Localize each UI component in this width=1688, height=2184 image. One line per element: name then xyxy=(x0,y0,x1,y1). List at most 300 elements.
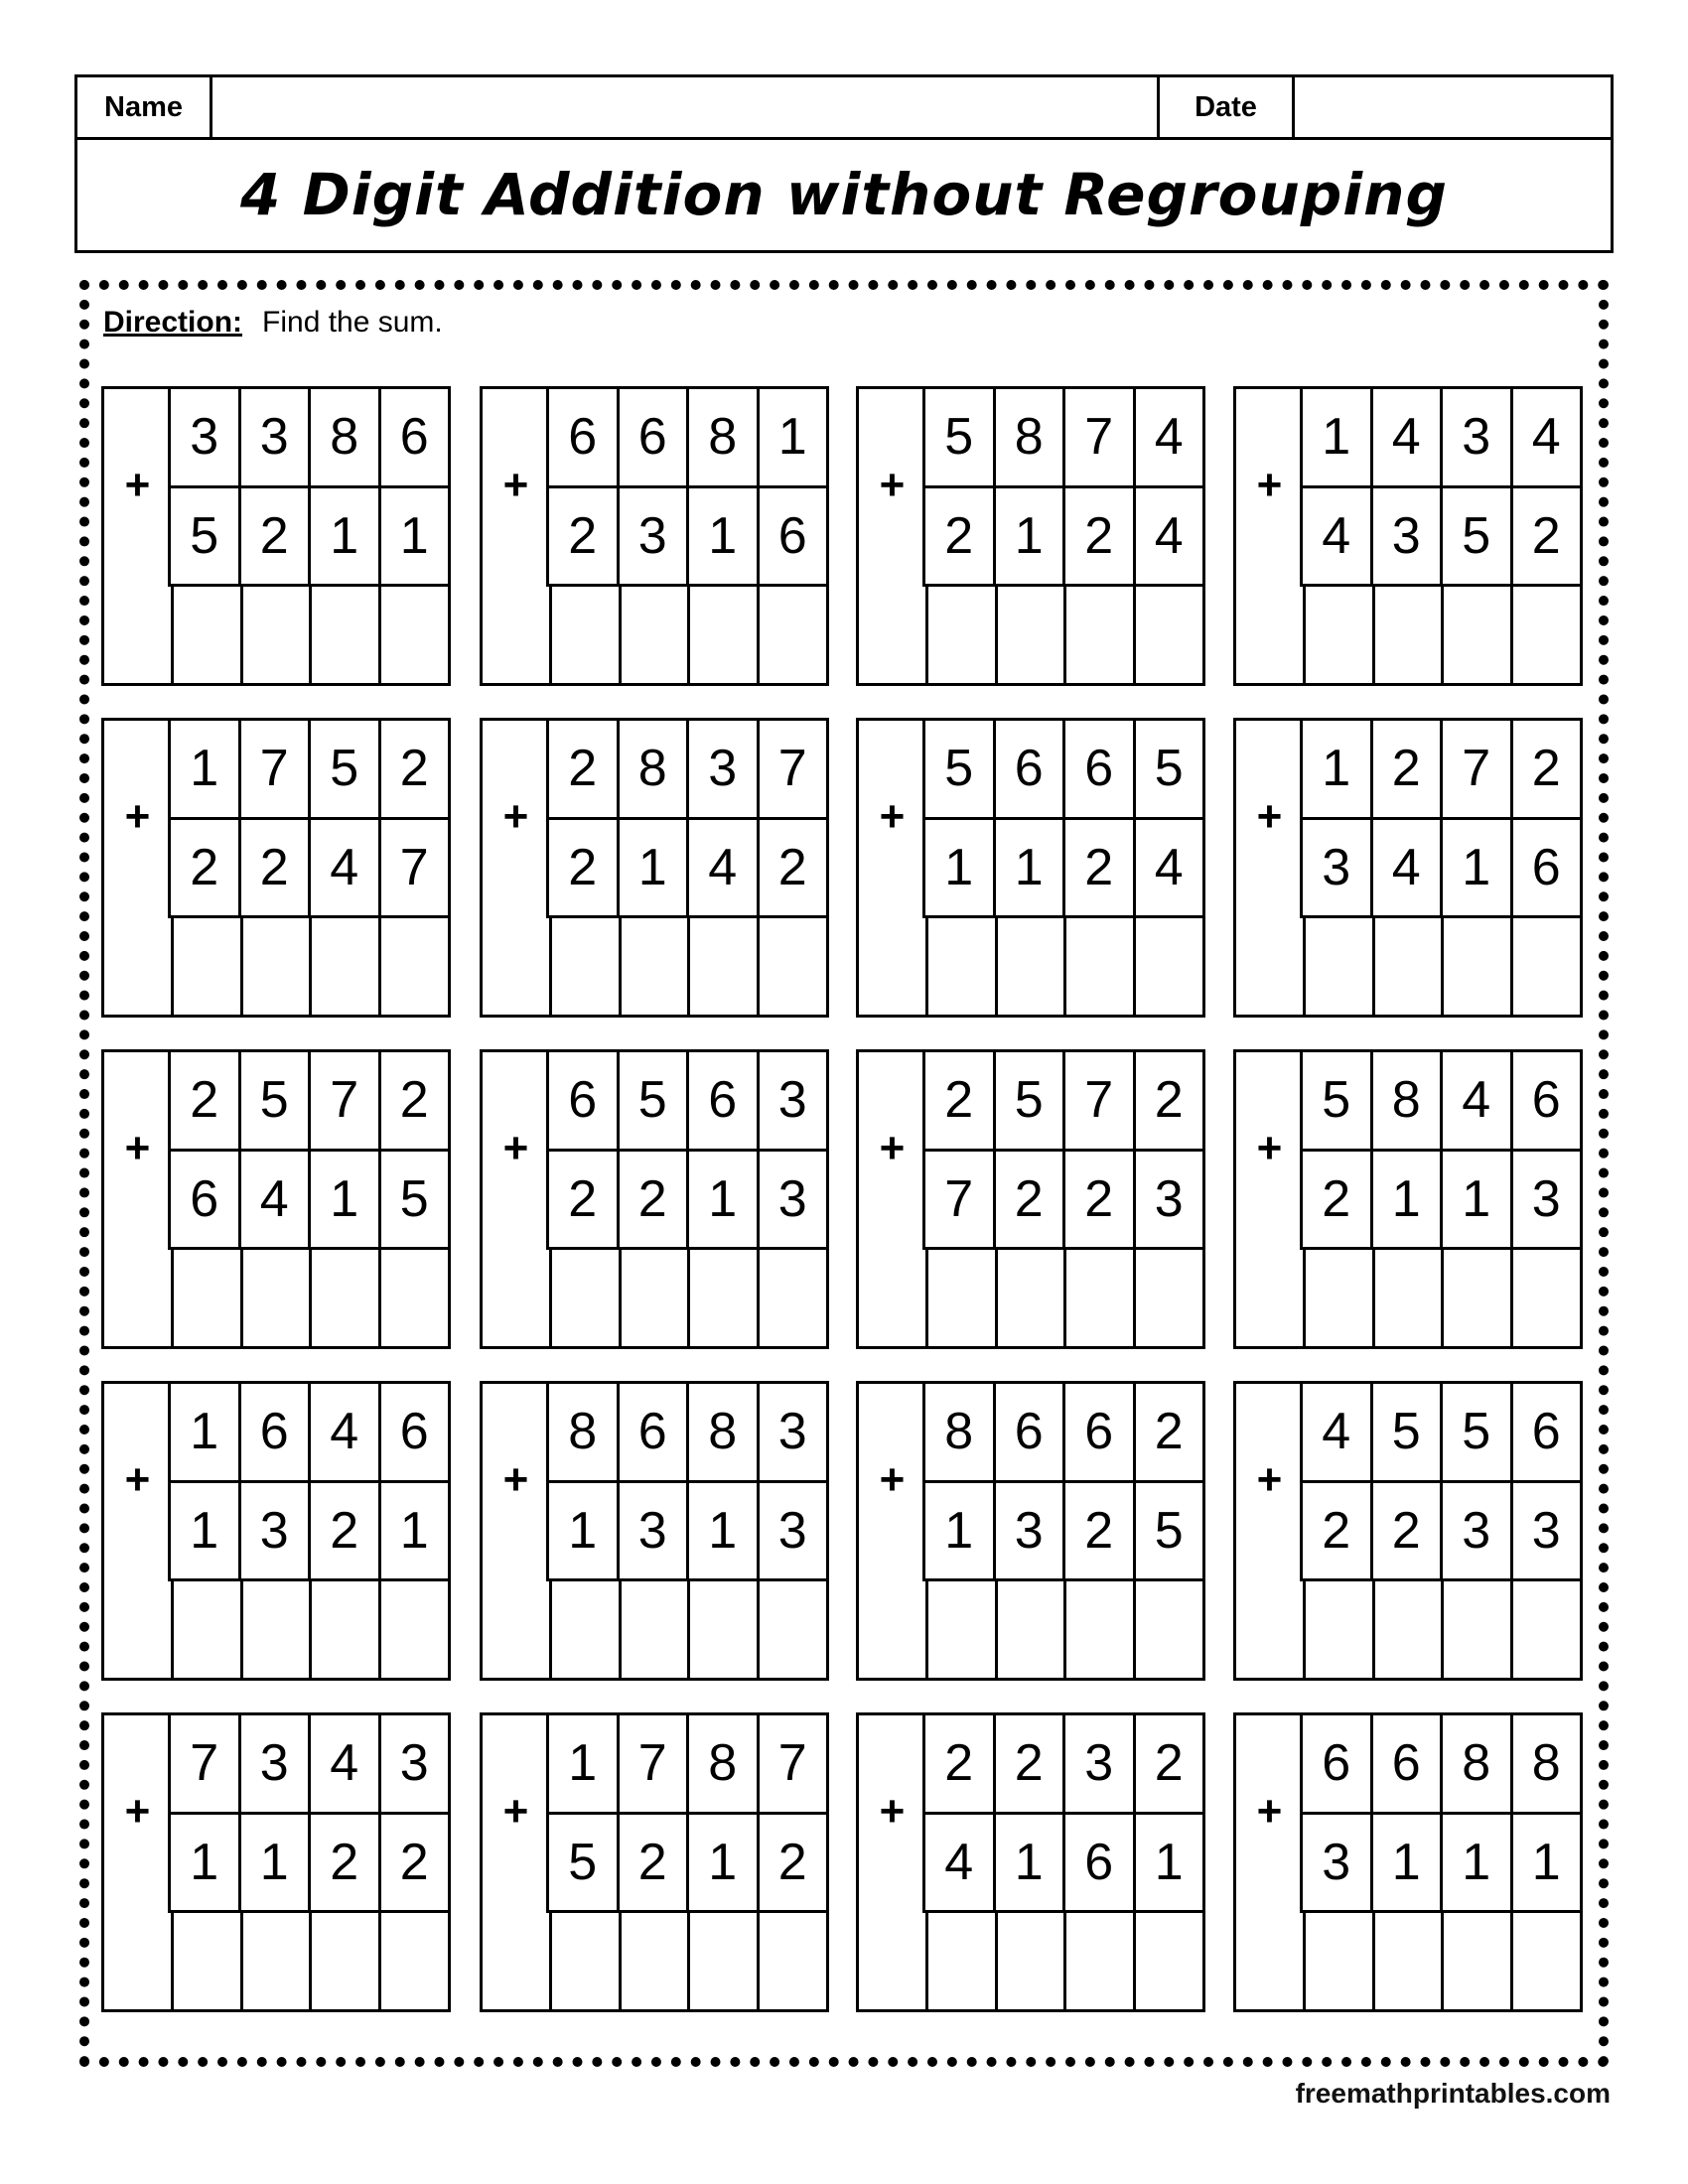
answer-cell[interactable] xyxy=(760,1913,826,2009)
answer-cell[interactable] xyxy=(760,587,826,683)
answer-cell[interactable] xyxy=(1236,587,1306,683)
digit-cell: 1 xyxy=(171,1384,241,1480)
problem-18 xyxy=(480,1712,829,2012)
answer-cell[interactable] xyxy=(1306,587,1375,683)
digit-cell: 2 xyxy=(311,1815,381,1910)
answer-cell[interactable] xyxy=(483,1581,552,1678)
digit-cell: 2 xyxy=(399,1834,429,1891)
plus-sign: + xyxy=(879,792,906,841)
digit-cell: 2 xyxy=(1065,820,1136,915)
answer-cell[interactable] xyxy=(1066,587,1136,683)
answer-cell[interactable] xyxy=(998,587,1067,683)
operator-cell xyxy=(859,721,925,918)
digit-cell: 8 xyxy=(549,1384,620,1480)
digit-cell: 5 xyxy=(1373,1384,1444,1480)
answer-cell[interactable] xyxy=(690,1581,760,1678)
digit-cell: 5 xyxy=(1443,488,1513,584)
digit-cell: 1 xyxy=(399,1502,429,1560)
answer-cell[interactable] xyxy=(690,918,760,1015)
answer-cell[interactable] xyxy=(1375,1913,1445,2009)
digit-cell: 6 xyxy=(996,721,1066,817)
operator-cell xyxy=(1236,1384,1303,1581)
digit-cell: 6 xyxy=(1303,1715,1373,1812)
answer-cell[interactable] xyxy=(690,1250,760,1346)
digit-cell: 8 xyxy=(311,389,381,485)
answer-cell[interactable] xyxy=(1236,1913,1306,2009)
answer-cell[interactable] xyxy=(243,918,313,1015)
answer-cell[interactable] xyxy=(622,587,691,683)
answer-cell[interactable] xyxy=(1306,1913,1375,2009)
answer-cell[interactable] xyxy=(174,1913,243,2009)
digit-cell: 2 xyxy=(1154,1403,1184,1460)
plus-sign: + xyxy=(1256,461,1283,509)
operator-cell xyxy=(1236,1715,1303,1913)
answer-cell[interactable] xyxy=(1066,918,1136,1015)
operator-cell xyxy=(104,1384,171,1581)
digit-cell: 5 xyxy=(311,721,381,817)
answer-cell[interactable] xyxy=(243,1913,313,2009)
digit-cell: 4 xyxy=(1154,507,1184,565)
answer-cell[interactable] xyxy=(1236,1581,1306,1678)
digit-cell: 4 xyxy=(925,1815,996,1910)
answer-cell[interactable] xyxy=(1236,1250,1306,1346)
digit-cell: 4 xyxy=(1154,839,1184,896)
worksheet-title: 4 Digit Addition without Regrouping xyxy=(240,161,1448,228)
digit-cell: 3 xyxy=(777,1403,807,1460)
digit-cell: 1 xyxy=(996,488,1066,584)
digit-cell: 3 xyxy=(1303,820,1373,915)
digit-cell: 6 xyxy=(1531,1071,1561,1129)
plus-sign: + xyxy=(1256,792,1283,841)
digit-cell: 6 xyxy=(689,1052,760,1149)
answer-cell[interactable] xyxy=(1375,1581,1445,1678)
answer-cell[interactable] xyxy=(928,1250,998,1346)
name-date-row xyxy=(77,77,1611,140)
plus-sign: + xyxy=(502,1124,529,1172)
digit-cell: 5 xyxy=(620,1052,690,1149)
digit-cell: 6 xyxy=(1531,839,1561,896)
addend-bottom xyxy=(1303,1815,1580,1913)
answer-row xyxy=(1236,918,1580,1015)
answer-cell[interactable] xyxy=(552,918,622,1015)
answer-cell[interactable] xyxy=(1136,1250,1202,1346)
addend-top xyxy=(549,1052,826,1152)
digit-cell: 1 xyxy=(171,1815,241,1910)
operator-cell xyxy=(859,1384,925,1581)
answer-cell[interactable] xyxy=(483,1913,552,2009)
digit-cell: 2 xyxy=(1531,507,1561,565)
answer-cell[interactable] xyxy=(859,587,928,683)
digit-cell: 5 xyxy=(1303,1052,1373,1149)
answer-cell[interactable] xyxy=(312,1581,381,1678)
plus-sign: + xyxy=(124,1124,151,1172)
answer-cell[interactable] xyxy=(1066,1581,1136,1678)
answer-cell[interactable] xyxy=(928,1913,998,2009)
answer-cell[interactable] xyxy=(998,1581,1067,1678)
digit-cell: 4 xyxy=(1154,408,1184,466)
digit-cell: 6 xyxy=(996,1384,1066,1480)
digit-cell: 1 xyxy=(996,1815,1066,1910)
digit-cell: 1 xyxy=(689,1483,760,1578)
addend-top xyxy=(549,721,826,820)
answer-cell[interactable] xyxy=(483,918,552,1015)
addend-top xyxy=(925,1052,1202,1152)
problem-1 xyxy=(101,386,451,686)
answer-cell[interactable] xyxy=(104,918,174,1015)
digit-cell: 3 xyxy=(241,1715,312,1812)
digit-cell: 2 xyxy=(925,1052,996,1149)
digit-cell: 6 xyxy=(399,408,429,466)
problem-8 xyxy=(1233,718,1583,1018)
problem-12 xyxy=(1233,1049,1583,1349)
plus-sign: + xyxy=(879,461,906,509)
digit-cell: 2 xyxy=(549,820,620,915)
answer-row xyxy=(104,587,448,683)
digit-cell: 6 xyxy=(1065,721,1136,817)
operator-cell xyxy=(1236,389,1303,587)
operator-cell xyxy=(483,1715,549,1913)
answer-cell[interactable] xyxy=(998,1913,1067,2009)
answer-cell[interactable] xyxy=(483,587,552,683)
operator-cell xyxy=(859,1052,925,1250)
digit-cell: 2 xyxy=(777,839,807,896)
digit-cell: 2 xyxy=(620,1152,690,1247)
answer-cell[interactable] xyxy=(928,587,998,683)
digit-cell: 7 xyxy=(399,839,429,896)
digit-cell: 1 xyxy=(925,820,996,915)
answer-cell[interactable] xyxy=(174,1581,243,1678)
answer-cell[interactable] xyxy=(760,1250,826,1346)
digit-cell: 2 xyxy=(241,488,312,584)
digit-cell: 1 xyxy=(777,408,807,466)
operator-cell xyxy=(859,389,925,587)
problem-10 xyxy=(480,1049,829,1349)
operator-cell xyxy=(483,1384,549,1581)
digit-cell: 1 xyxy=(399,507,429,565)
answer-cell[interactable] xyxy=(859,1581,928,1678)
answer-cell[interactable] xyxy=(1444,918,1513,1015)
date-label: Date xyxy=(1160,77,1295,137)
answer-cell[interactable] xyxy=(381,1581,448,1678)
problem-15 xyxy=(856,1381,1205,1681)
answer-cell[interactable] xyxy=(1066,1250,1136,1346)
operator-cell xyxy=(104,721,171,918)
answer-cell[interactable] xyxy=(552,1250,622,1346)
plus-sign: + xyxy=(124,1787,151,1836)
name-field[interactable] xyxy=(212,77,1160,137)
digit-cell: 1 xyxy=(689,1152,760,1247)
digit-cell: 1 xyxy=(549,1483,620,1578)
digit-cell: 2 xyxy=(171,1052,241,1149)
digit-cell: 6 xyxy=(171,1152,241,1247)
addend-bottom xyxy=(925,1815,1202,1913)
digit-cell: 2 xyxy=(620,1815,690,1910)
answer-cell[interactable] xyxy=(760,918,826,1015)
answer-cell[interactable] xyxy=(312,1913,381,2009)
answer-cell[interactable] xyxy=(1236,918,1306,1015)
digit-cell: 1 xyxy=(1373,1152,1444,1247)
answer-cell[interactable] xyxy=(859,1913,928,2009)
digit-cell: 6 xyxy=(241,1384,312,1480)
digit-cell: 4 xyxy=(1531,408,1561,466)
digit-cell: 2 xyxy=(1065,1152,1136,1247)
digit-cell: 3 xyxy=(241,1483,312,1578)
answer-cell[interactable] xyxy=(1375,918,1445,1015)
digit-cell: 4 xyxy=(311,1715,381,1812)
answer-row xyxy=(1236,587,1580,683)
addend-top xyxy=(925,389,1202,488)
answer-cell[interactable] xyxy=(859,1250,928,1346)
direction-text: Find the sum. xyxy=(262,306,443,339)
digit-cell: 7 xyxy=(777,1734,807,1792)
digit-cell: 1 xyxy=(1531,1834,1561,1891)
digit-cell: 6 xyxy=(620,389,690,485)
digit-cell: 2 xyxy=(311,1483,381,1578)
addend-bottom xyxy=(549,820,826,918)
addend-top xyxy=(171,389,448,488)
addend-bottom xyxy=(171,1152,448,1250)
addend-bottom xyxy=(1303,488,1580,587)
digit-cell: 1 xyxy=(620,820,690,915)
answer-cell[interactable] xyxy=(243,1581,313,1678)
digit-cell: 3 xyxy=(1373,488,1444,584)
digit-cell: 8 xyxy=(925,1384,996,1480)
answer-cell[interactable] xyxy=(1306,1581,1375,1678)
answer-row xyxy=(483,587,826,683)
digit-cell: 1 xyxy=(311,488,381,584)
problem-11 xyxy=(856,1049,1205,1349)
answer-cell[interactable] xyxy=(1375,1250,1445,1346)
digit-cell: 8 xyxy=(689,1715,760,1812)
answer-cell[interactable] xyxy=(1136,1581,1202,1678)
digit-cell: 1 xyxy=(171,1483,241,1578)
answer-cell[interactable] xyxy=(312,918,381,1015)
digit-cell: 6 xyxy=(1065,1815,1136,1910)
answer-cell[interactable] xyxy=(243,587,313,683)
operator-cell xyxy=(1236,721,1303,918)
digit-cell: 7 xyxy=(1065,389,1136,485)
answer-cell[interactable] xyxy=(381,587,448,683)
problem-14 xyxy=(480,1381,829,1681)
problem-9 xyxy=(101,1049,451,1349)
answer-cell[interactable] xyxy=(1513,1913,1580,2009)
answer-cell[interactable] xyxy=(760,1581,826,1678)
answer-cell[interactable] xyxy=(998,918,1067,1015)
answer-cell[interactable] xyxy=(1513,1250,1580,1346)
answer-cell[interactable] xyxy=(622,1250,691,1346)
answer-cell[interactable] xyxy=(1513,1581,1580,1678)
digit-cell: 2 xyxy=(996,1715,1066,1812)
digit-cell: 8 xyxy=(620,721,690,817)
answer-cell[interactable] xyxy=(1444,1581,1513,1678)
answer-cell[interactable] xyxy=(690,587,760,683)
addend-bottom xyxy=(171,1483,448,1581)
digit-cell: 8 xyxy=(1373,1052,1444,1149)
answer-cell[interactable] xyxy=(104,1581,174,1678)
answer-cell[interactable] xyxy=(859,918,928,1015)
addend-bottom xyxy=(549,1483,826,1581)
answer-cell[interactable] xyxy=(104,1250,174,1346)
answer-cell[interactable] xyxy=(1513,587,1580,683)
answer-cell[interactable] xyxy=(552,1581,622,1678)
answer-cell[interactable] xyxy=(312,1250,381,1346)
problem-5 xyxy=(101,718,451,1018)
answer-row xyxy=(104,1250,448,1346)
problem-3 xyxy=(856,386,1205,686)
digit-cell: 7 xyxy=(925,1152,996,1247)
answer-cell[interactable] xyxy=(622,1913,691,2009)
digit-cell: 3 xyxy=(1443,389,1513,485)
answer-row xyxy=(483,1250,826,1346)
digit-cell: 2 xyxy=(1154,1734,1184,1792)
plus-sign: + xyxy=(502,1787,529,1836)
digit-cell: 5 xyxy=(925,389,996,485)
digit-cell: 6 xyxy=(777,507,807,565)
digit-cell: 1 xyxy=(689,488,760,584)
addend-bottom xyxy=(549,1815,826,1913)
digit-cell: 1 xyxy=(1154,1834,1184,1891)
answer-cell[interactable] xyxy=(552,587,622,683)
digit-cell: 3 xyxy=(689,721,760,817)
digit-cell: 1 xyxy=(1443,820,1513,915)
answer-cell[interactable] xyxy=(174,587,243,683)
answer-cell[interactable] xyxy=(174,1250,243,1346)
digit-cell: 1 xyxy=(1303,389,1373,485)
worksheet-header xyxy=(74,74,1614,253)
plus-sign: + xyxy=(1256,1455,1283,1504)
addend-bottom xyxy=(171,820,448,918)
answer-cell[interactable] xyxy=(1513,918,1580,1015)
answer-cell[interactable] xyxy=(312,587,381,683)
digit-cell: 1 xyxy=(1303,721,1373,817)
digit-cell: 3 xyxy=(171,389,241,485)
digit-cell: 4 xyxy=(1443,1052,1513,1149)
answer-cell[interactable] xyxy=(928,1581,998,1678)
answer-cell[interactable] xyxy=(104,1913,174,2009)
addend-top xyxy=(549,389,826,488)
plus-sign: + xyxy=(879,1124,906,1172)
answer-cell[interactable] xyxy=(1444,587,1513,683)
digit-cell: 4 xyxy=(1303,1384,1373,1480)
addend-top xyxy=(171,721,448,820)
answer-cell[interactable] xyxy=(998,1250,1067,1346)
digit-cell: 2 xyxy=(1303,1483,1373,1578)
digit-cell: 3 xyxy=(1065,1715,1136,1812)
addend-bottom xyxy=(925,820,1202,918)
digit-cell: 8 xyxy=(1531,1734,1561,1792)
addend-bottom xyxy=(925,1483,1202,1581)
answer-cell[interactable] xyxy=(690,1913,760,2009)
digit-cell: 5 xyxy=(1154,740,1184,797)
addend-bottom xyxy=(171,1815,448,1913)
answer-cell[interactable] xyxy=(1444,1250,1513,1346)
answer-cell[interactable] xyxy=(104,587,174,683)
digit-cell: 5 xyxy=(1443,1384,1513,1480)
answer-cell[interactable] xyxy=(622,918,691,1015)
answer-cell[interactable] xyxy=(1306,1250,1375,1346)
digit-cell: 2 xyxy=(1373,1483,1444,1578)
digit-cell: 3 xyxy=(1531,1170,1561,1228)
operator-cell xyxy=(483,721,549,918)
digit-cell: 2 xyxy=(549,1152,620,1247)
answer-cell[interactable] xyxy=(1306,918,1375,1015)
digit-cell: 6 xyxy=(549,389,620,485)
plus-sign: + xyxy=(879,1455,906,1504)
direction xyxy=(103,303,443,342)
answer-cell[interactable] xyxy=(381,918,448,1015)
addend-bottom xyxy=(925,488,1202,587)
answer-cell[interactable] xyxy=(552,1913,622,2009)
answer-cell[interactable] xyxy=(1136,918,1202,1015)
addend-top xyxy=(1303,1052,1580,1152)
answer-cell[interactable] xyxy=(622,1581,691,1678)
plus-sign: + xyxy=(502,1455,529,1504)
answer-row xyxy=(483,1913,826,2009)
digit-cell: 5 xyxy=(925,721,996,817)
answer-cell[interactable] xyxy=(1136,1913,1202,2009)
answer-cell[interactable] xyxy=(381,1250,448,1346)
digit-cell: 4 xyxy=(1373,389,1444,485)
digit-cell: 5 xyxy=(549,1815,620,1910)
addend-top xyxy=(1303,1715,1580,1815)
name-label: Name xyxy=(77,77,212,137)
operator-cell xyxy=(483,1052,549,1250)
answer-row xyxy=(104,1913,448,2009)
problem-20 xyxy=(1233,1712,1583,2012)
digit-cell: 6 xyxy=(1373,1715,1444,1812)
digit-cell: 3 xyxy=(1303,1815,1373,1910)
answer-cell[interactable] xyxy=(1136,587,1202,683)
digit-cell: 5 xyxy=(996,1052,1066,1149)
operator-cell xyxy=(483,389,549,587)
digit-cell: 1 xyxy=(996,820,1066,915)
digit-cell: 7 xyxy=(777,740,807,797)
digit-cell: 1 xyxy=(689,1815,760,1910)
problem-16 xyxy=(1233,1381,1583,1681)
answer-row xyxy=(483,918,826,1015)
answer-row xyxy=(1236,1581,1580,1678)
operator-cell xyxy=(1236,1052,1303,1250)
digit-cell: 6 xyxy=(1065,1384,1136,1480)
answer-cell[interactable] xyxy=(1444,1913,1513,2009)
digit-cell: 3 xyxy=(241,389,312,485)
answer-cell[interactable] xyxy=(1066,1913,1136,2009)
addend-bottom xyxy=(549,1152,826,1250)
digit-cell: 1 xyxy=(1373,1815,1444,1910)
addend-top xyxy=(1303,1384,1580,1483)
plus-sign: + xyxy=(502,792,529,841)
answer-cell[interactable] xyxy=(381,1913,448,2009)
digit-cell: 3 xyxy=(996,1483,1066,1578)
answer-cell[interactable] xyxy=(174,918,243,1015)
addend-bottom xyxy=(1303,820,1580,918)
addend-top xyxy=(925,721,1202,820)
problem-17 xyxy=(101,1712,451,2012)
answer-cell[interactable] xyxy=(483,1250,552,1346)
answer-row xyxy=(859,918,1202,1015)
date-field[interactable] xyxy=(1295,77,1611,137)
digit-cell: 1 xyxy=(549,1715,620,1812)
plus-sign: + xyxy=(124,461,151,509)
answer-cell[interactable] xyxy=(1375,587,1445,683)
digit-cell: 3 xyxy=(1531,1502,1561,1560)
answer-cell[interactable] xyxy=(928,918,998,1015)
problem-6 xyxy=(480,718,829,1018)
operator-cell xyxy=(859,1715,925,1913)
answer-cell[interactable] xyxy=(243,1250,313,1346)
digit-cell: 4 xyxy=(1303,488,1373,584)
digit-cell: 7 xyxy=(241,721,312,817)
